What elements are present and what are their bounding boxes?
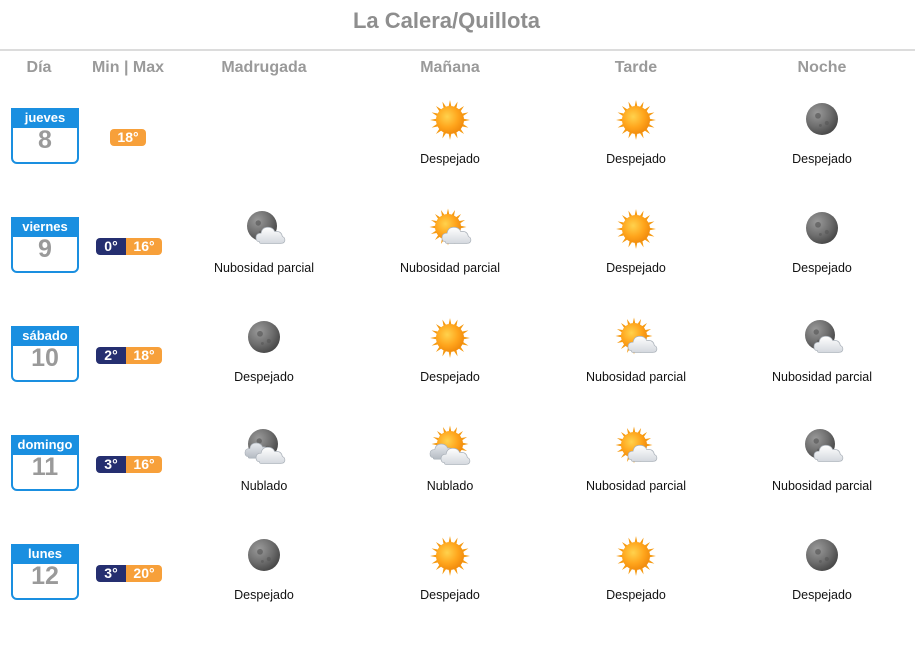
forecast-cell-noche bbox=[729, 207, 915, 297]
temp-max: 18° bbox=[126, 347, 162, 364]
condition-label: Nubosidad parcial bbox=[771, 479, 873, 493]
day-row bbox=[0, 544, 920, 653]
sun-icon bbox=[428, 534, 472, 578]
forecast-cell-manana bbox=[357, 425, 543, 515]
temperature-range bbox=[110, 129, 146, 146]
sun-icon bbox=[614, 207, 658, 251]
day-row bbox=[0, 326, 920, 435]
temp-min: 2° bbox=[96, 347, 126, 364]
sun-icon bbox=[614, 534, 658, 578]
day-name: domingo bbox=[11, 435, 79, 455]
sun-icon bbox=[428, 316, 472, 360]
forecast-cell-noche bbox=[729, 316, 915, 406]
temp-max: 16° bbox=[126, 456, 162, 473]
temp-min: 3° bbox=[96, 456, 126, 473]
temperature-range bbox=[96, 565, 162, 582]
moon-cloud-icon bbox=[242, 207, 286, 251]
moon-icon bbox=[242, 534, 286, 578]
calendar-date-badge bbox=[11, 544, 79, 600]
forecast-cell-manana bbox=[357, 316, 543, 406]
forecast-cell-tarde bbox=[543, 425, 729, 515]
forecast-cell-tarde bbox=[543, 534, 729, 624]
calendar-date-badge bbox=[11, 108, 79, 164]
condition-label: Nubosidad parcial bbox=[585, 370, 687, 384]
condition-label: Nubosidad parcial bbox=[213, 261, 315, 275]
day-name: viernes bbox=[11, 217, 79, 237]
forecast-cell-manana bbox=[357, 534, 543, 624]
condition-label: Nubosidad parcial bbox=[585, 479, 687, 493]
temp-min: 3° bbox=[96, 565, 126, 582]
condition-label: Despejado bbox=[420, 152, 480, 166]
moon-clouds-icon bbox=[242, 425, 286, 469]
forecast-cell-madrugada bbox=[171, 98, 357, 188]
forecast-cell-madrugada bbox=[171, 207, 357, 297]
calendar-date-badge bbox=[11, 435, 79, 491]
temperature-range bbox=[96, 238, 162, 255]
forecast-cell-noche bbox=[729, 534, 915, 624]
sun-icon bbox=[614, 98, 658, 142]
sun-cloud-icon bbox=[428, 207, 472, 251]
condition-label: Despejado bbox=[420, 370, 480, 384]
forecast-cell-tarde bbox=[543, 98, 729, 188]
header-tarde: Tarde bbox=[614, 59, 658, 76]
condition-label: Despejado bbox=[606, 152, 666, 166]
calendar-date-badge bbox=[11, 217, 79, 273]
temperature-range bbox=[96, 347, 162, 364]
condition-label: Nublado bbox=[426, 479, 474, 493]
condition-label: Despejado bbox=[606, 261, 666, 275]
moon-cloud-icon bbox=[800, 316, 844, 360]
forecast-cell-madrugada bbox=[171, 534, 357, 624]
day-number: 9 bbox=[38, 235, 52, 263]
day-number: 11 bbox=[31, 453, 59, 481]
condition-label: Despejado bbox=[234, 370, 294, 384]
condition-label: Despejado bbox=[792, 261, 852, 275]
calendar-date-badge bbox=[11, 326, 79, 382]
header-dia: Día bbox=[26, 59, 52, 76]
temp-max: 20° bbox=[126, 565, 162, 582]
condition-label: Nubosidad parcial bbox=[771, 370, 873, 384]
header-noche: Noche bbox=[797, 59, 847, 76]
temp-max: 16° bbox=[126, 238, 162, 255]
header-madrugada: Madrugada bbox=[221, 59, 307, 76]
forecast-cell-tarde bbox=[543, 316, 729, 406]
day-name: jueves bbox=[11, 108, 79, 128]
moon-icon bbox=[800, 207, 844, 251]
sun-icon bbox=[428, 98, 472, 142]
day-number: 10 bbox=[31, 344, 59, 372]
sun-cloud-icon bbox=[614, 316, 658, 360]
day-name: sábado bbox=[11, 326, 79, 346]
condition-label: Despejado bbox=[234, 588, 294, 602]
forecast-cell-noche bbox=[729, 98, 915, 188]
forecast-cell-tarde bbox=[543, 207, 729, 297]
day-row bbox=[0, 108, 920, 217]
title-divider bbox=[0, 49, 915, 51]
day-number: 12 bbox=[31, 562, 59, 590]
moon-icon bbox=[242, 316, 286, 360]
day-row bbox=[0, 435, 920, 544]
header-manana: Mañana bbox=[420, 59, 480, 76]
day-row bbox=[0, 217, 920, 326]
day-number: 8 bbox=[38, 126, 52, 154]
moon-icon bbox=[800, 534, 844, 578]
forecast-cell-manana bbox=[357, 207, 543, 297]
day-name: lunes bbox=[11, 544, 79, 564]
page-title: La Calera/Quillota bbox=[352, 8, 541, 33]
condition-label: Despejado bbox=[606, 588, 666, 602]
header-min-max: Min | Max bbox=[91, 59, 165, 76]
forecast-cell-madrugada bbox=[171, 316, 357, 406]
condition-label: Despejado bbox=[420, 588, 480, 602]
sun-clouds-icon bbox=[428, 425, 472, 469]
condition-label: Despejado bbox=[792, 152, 852, 166]
temperature-range bbox=[96, 456, 162, 473]
temp-min: 0° bbox=[96, 238, 126, 255]
condition-label: Nublado bbox=[240, 479, 288, 493]
forecast-cell-manana bbox=[357, 98, 543, 188]
moon-cloud-icon bbox=[800, 425, 844, 469]
sun-cloud-icon bbox=[614, 425, 658, 469]
forecast-cell-madrugada bbox=[171, 425, 357, 515]
moon-icon bbox=[800, 98, 844, 142]
condition-label: Despejado bbox=[792, 588, 852, 602]
temp-max: 18° bbox=[110, 129, 146, 146]
forecast-cell-noche bbox=[729, 425, 915, 515]
condition-label: Nubosidad parcial bbox=[399, 261, 501, 275]
